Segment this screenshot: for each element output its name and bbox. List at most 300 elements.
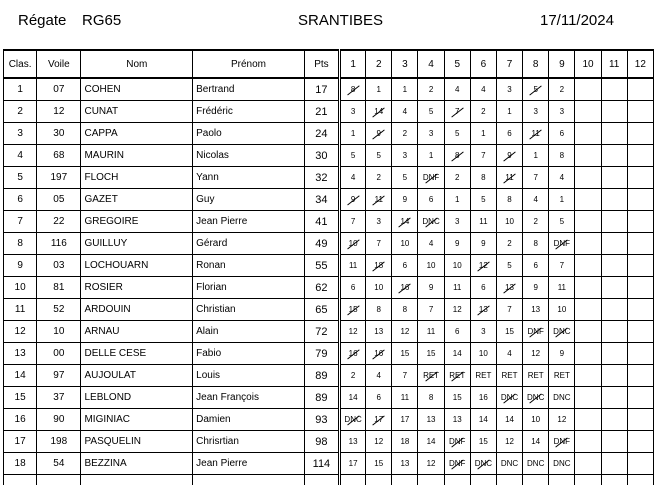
points-cell: 62 bbox=[304, 277, 339, 299]
race-result-cell bbox=[627, 431, 653, 453]
race-result-cell: 3 bbox=[444, 211, 470, 233]
race-result-cell: DNC bbox=[470, 453, 496, 475]
race-result-cell: 9 bbox=[418, 277, 444, 299]
table-row bbox=[4, 211, 654, 233]
race-result-cell: 13 bbox=[366, 321, 392, 343]
first-name-cell: Nicolas bbox=[193, 145, 305, 167]
race-result-cell: 12 bbox=[340, 321, 366, 343]
points-cell: 65 bbox=[304, 299, 339, 321]
race-result-cell: 4 bbox=[366, 365, 392, 387]
race-result-cell: 9 bbox=[523, 277, 549, 299]
race-result-cell: 17 bbox=[340, 453, 366, 475]
race-result-cell: 6 bbox=[470, 277, 496, 299]
race-result-cell: 16 bbox=[340, 343, 366, 365]
race-result-cell: 9 bbox=[470, 233, 496, 255]
points-cell: 89 bbox=[304, 365, 339, 387]
race-result-cell: 8 bbox=[392, 299, 418, 321]
race-result-cell: 12 bbox=[366, 431, 392, 453]
race-result-cell bbox=[627, 255, 653, 277]
table-row bbox=[4, 365, 654, 387]
race-result-cell: 10 bbox=[392, 233, 418, 255]
sail-number-cell: 22 bbox=[37, 211, 81, 233]
col-race-10: 10 bbox=[575, 50, 601, 78]
rank-cell: 17 bbox=[4, 431, 37, 453]
rank-cell: 1 bbox=[4, 78, 37, 101]
col-race-4: 4 bbox=[418, 50, 444, 78]
points-cell: 89 bbox=[304, 387, 339, 409]
race-result-cell: 16 bbox=[366, 343, 392, 365]
sail-number-cell: 81 bbox=[37, 277, 81, 299]
race-result-cell bbox=[575, 233, 601, 255]
col-race-8: 8 bbox=[523, 50, 549, 78]
sail-number-cell: 05 bbox=[37, 189, 81, 211]
race-result-cell: 2 bbox=[470, 101, 496, 123]
race-result-cell: DNC bbox=[523, 387, 549, 409]
boat-class: RG65 bbox=[82, 12, 122, 29]
race-result-cell bbox=[627, 387, 653, 409]
regatta-date: 17/11/2024 bbox=[540, 12, 614, 29]
race-result-cell: 14 bbox=[418, 431, 444, 453]
race-result-cell bbox=[575, 277, 601, 299]
race-result-cell bbox=[575, 189, 601, 211]
race-result-cell bbox=[575, 453, 601, 475]
points-cell: 55 bbox=[304, 255, 339, 277]
table-row bbox=[4, 321, 654, 343]
race-result-cell bbox=[601, 145, 627, 167]
rank-cell: 11 bbox=[4, 299, 37, 321]
empty-cell bbox=[470, 475, 496, 486]
first-name-cell: Damien bbox=[193, 409, 305, 431]
race-result-cell bbox=[601, 255, 627, 277]
header-row bbox=[4, 50, 654, 78]
surname-cell: COHEN bbox=[81, 78, 193, 101]
race-result-cell: 5 bbox=[340, 145, 366, 167]
col-race-9: 9 bbox=[549, 50, 575, 78]
race-result-cell: 9 bbox=[366, 123, 392, 145]
surname-cell: GAZET bbox=[81, 189, 193, 211]
points-cell: 34 bbox=[304, 189, 339, 211]
race-result-cell: 14 bbox=[496, 409, 522, 431]
race-result-cell: 7 bbox=[470, 145, 496, 167]
sail-number-cell: 30 bbox=[37, 123, 81, 145]
empty-cell bbox=[496, 475, 522, 486]
sail-number-cell: 198 bbox=[37, 431, 81, 453]
table-row bbox=[4, 431, 654, 453]
race-result-cell: RET bbox=[418, 365, 444, 387]
col-race-2: 2 bbox=[366, 50, 392, 78]
results-table bbox=[3, 49, 654, 485]
race-result-cell: 16 bbox=[470, 387, 496, 409]
race-result-cell: 15 bbox=[366, 453, 392, 475]
race-result-cell bbox=[627, 365, 653, 387]
race-result-cell: 2 bbox=[392, 123, 418, 145]
table-row bbox=[4, 233, 654, 255]
race-result-cell: 12 bbox=[418, 453, 444, 475]
empty-cell bbox=[575, 475, 601, 486]
race-result-cell: 1 bbox=[549, 189, 575, 211]
race-result-cell: 13 bbox=[418, 409, 444, 431]
race-result-cell: 12 bbox=[523, 343, 549, 365]
race-result-cell: 4 bbox=[523, 189, 549, 211]
points-cell: 49 bbox=[304, 233, 339, 255]
first-name-cell: Ronan bbox=[193, 255, 305, 277]
race-result-cell: 5 bbox=[418, 101, 444, 123]
venue-name: SRANTIBES bbox=[298, 12, 384, 29]
race-result-cell bbox=[601, 123, 627, 145]
race-result-cell: 6 bbox=[496, 123, 522, 145]
race-result-cell bbox=[601, 78, 627, 101]
sail-number-cell: 00 bbox=[37, 343, 81, 365]
race-result-cell: 8 bbox=[418, 387, 444, 409]
race-result-cell: 7 bbox=[496, 299, 522, 321]
race-result-cell: 3 bbox=[366, 211, 392, 233]
race-result-cell: 9 bbox=[496, 145, 522, 167]
race-result-cell: 10 bbox=[496, 211, 522, 233]
race-result-cell: 1 bbox=[444, 189, 470, 211]
race-result-cell bbox=[575, 343, 601, 365]
race-result-cell bbox=[601, 299, 627, 321]
race-result-cell: 12 bbox=[470, 255, 496, 277]
race-result-cell: 3 bbox=[523, 101, 549, 123]
race-result-cell: 14 bbox=[444, 343, 470, 365]
race-result-cell bbox=[601, 387, 627, 409]
race-result-cell: RET bbox=[549, 365, 575, 387]
race-result-cell bbox=[601, 233, 627, 255]
results-body bbox=[4, 78, 654, 485]
race-result-cell: 11 bbox=[470, 211, 496, 233]
race-result-cell bbox=[575, 387, 601, 409]
race-result-cell: 7 bbox=[444, 101, 470, 123]
race-result-cell: 13 bbox=[470, 299, 496, 321]
race-result-cell: 3 bbox=[418, 123, 444, 145]
table-row bbox=[4, 123, 654, 145]
race-result-cell bbox=[627, 189, 653, 211]
race-result-cell: 14 bbox=[523, 431, 549, 453]
race-result-cell bbox=[627, 167, 653, 189]
first-name-cell: Jean Pierre bbox=[193, 453, 305, 475]
points-cell: 41 bbox=[304, 211, 339, 233]
race-result-cell: 9 bbox=[549, 343, 575, 365]
col-pts: Pts bbox=[304, 50, 339, 78]
race-result-cell bbox=[575, 255, 601, 277]
race-result-cell: 11 bbox=[418, 321, 444, 343]
race-result-cell: RET bbox=[523, 365, 549, 387]
surname-cell: ARNAU bbox=[81, 321, 193, 343]
rank-cell: 18 bbox=[4, 453, 37, 475]
race-result-cell: 13 bbox=[444, 409, 470, 431]
race-result-cell: DNF bbox=[418, 167, 444, 189]
race-result-cell: 10 bbox=[523, 409, 549, 431]
race-result-cell: 11 bbox=[392, 387, 418, 409]
race-result-cell bbox=[627, 101, 653, 123]
race-result-cell: 11 bbox=[366, 189, 392, 211]
race-result-cell bbox=[575, 211, 601, 233]
regatta-header bbox=[0, 0, 655, 44]
table-row bbox=[4, 453, 654, 475]
race-result-cell: 6 bbox=[444, 321, 470, 343]
race-result-cell: DNC bbox=[549, 387, 575, 409]
race-result-cell bbox=[627, 145, 653, 167]
sail-number-cell: 10 bbox=[37, 321, 81, 343]
surname-cell: MIGINIAC bbox=[81, 409, 193, 431]
table-row bbox=[4, 167, 654, 189]
rank-cell: 4 bbox=[4, 145, 37, 167]
race-result-cell: DNF bbox=[549, 233, 575, 255]
race-result-cell: 15 bbox=[496, 321, 522, 343]
race-result-cell: 4 bbox=[418, 233, 444, 255]
col-race-6: 6 bbox=[470, 50, 496, 78]
race-result-cell bbox=[627, 321, 653, 343]
race-result-cell: 10 bbox=[366, 277, 392, 299]
table-row bbox=[4, 343, 654, 365]
race-result-cell: 4 bbox=[392, 101, 418, 123]
race-result-cell bbox=[601, 277, 627, 299]
rank-cell: 15 bbox=[4, 387, 37, 409]
surname-cell: LEBLOND bbox=[81, 387, 193, 409]
race-result-cell bbox=[601, 409, 627, 431]
race-result-cell: 11 bbox=[549, 277, 575, 299]
rank-cell: 12 bbox=[4, 321, 37, 343]
empty-cell bbox=[601, 475, 627, 486]
race-result-cell: 2 bbox=[549, 78, 575, 101]
race-result-cell: 6 bbox=[366, 387, 392, 409]
surname-cell: PASQUELIN bbox=[81, 431, 193, 453]
race-result-cell: DNC bbox=[496, 453, 522, 475]
race-result-cell: 3 bbox=[549, 101, 575, 123]
race-result-cell: 3 bbox=[496, 78, 522, 101]
race-result-cell: 5 bbox=[523, 78, 549, 101]
race-result-cell: 17 bbox=[392, 409, 418, 431]
surname-cell: CUNAT bbox=[81, 101, 193, 123]
race-result-cell: 7 bbox=[366, 233, 392, 255]
race-result-cell: 17 bbox=[366, 409, 392, 431]
race-result-cell: 4 bbox=[340, 167, 366, 189]
race-result-cell bbox=[627, 453, 653, 475]
race-result-cell: 1 bbox=[496, 101, 522, 123]
race-result-cell: 13 bbox=[523, 299, 549, 321]
empty-cell bbox=[549, 475, 575, 486]
surname-cell: GREGOIRE bbox=[81, 211, 193, 233]
race-result-cell: 1 bbox=[392, 78, 418, 101]
sail-number-cell: 03 bbox=[37, 255, 81, 277]
first-name-cell: Yann bbox=[193, 167, 305, 189]
empty-cell bbox=[444, 475, 470, 486]
race-result-cell: 5 bbox=[549, 211, 575, 233]
race-result-cell: DNC bbox=[496, 387, 522, 409]
col-voile: Voile bbox=[37, 50, 81, 78]
race-result-cell bbox=[575, 167, 601, 189]
rank-cell: 10 bbox=[4, 277, 37, 299]
sail-number-cell: 97 bbox=[37, 365, 81, 387]
race-result-cell: 12 bbox=[392, 321, 418, 343]
surname-cell: FLOCH bbox=[81, 167, 193, 189]
race-result-cell: 5 bbox=[470, 189, 496, 211]
first-name-cell: Fabio bbox=[193, 343, 305, 365]
race-result-cell: 4 bbox=[444, 78, 470, 101]
empty-cell bbox=[37, 475, 81, 486]
race-result-cell: DNC bbox=[549, 321, 575, 343]
race-result-cell bbox=[601, 167, 627, 189]
race-result-cell: 6 bbox=[340, 277, 366, 299]
table-row bbox=[4, 189, 654, 211]
points-cell: 21 bbox=[304, 101, 339, 123]
rank-cell: 5 bbox=[4, 167, 37, 189]
table-row bbox=[4, 387, 654, 409]
race-result-cell: 5 bbox=[392, 167, 418, 189]
points-cell: 79 bbox=[304, 343, 339, 365]
race-result-cell bbox=[601, 211, 627, 233]
first-name-cell: Bertrand bbox=[193, 78, 305, 101]
race-result-cell bbox=[601, 431, 627, 453]
race-result-cell: 10 bbox=[470, 343, 496, 365]
first-name-cell: Frédéric bbox=[193, 101, 305, 123]
race-result-cell: 9 bbox=[444, 233, 470, 255]
race-result-cell: 9 bbox=[392, 189, 418, 211]
empty-cell bbox=[81, 475, 193, 486]
race-result-cell: 10 bbox=[340, 233, 366, 255]
race-result-cell: 12 bbox=[496, 431, 522, 453]
race-result-cell: 13 bbox=[392, 453, 418, 475]
race-result-cell bbox=[627, 78, 653, 101]
surname-cell: ROSIER bbox=[81, 277, 193, 299]
empty-cell bbox=[627, 475, 653, 486]
race-result-cell bbox=[627, 409, 653, 431]
empty-row bbox=[4, 475, 654, 486]
points-cell: 114 bbox=[304, 453, 339, 475]
race-result-cell: 3 bbox=[340, 101, 366, 123]
race-result-cell: 15 bbox=[444, 387, 470, 409]
first-name-cell: Christian bbox=[193, 299, 305, 321]
sail-number-cell: 116 bbox=[37, 233, 81, 255]
race-result-cell: 10 bbox=[444, 255, 470, 277]
table-row bbox=[4, 255, 654, 277]
race-result-cell: 5 bbox=[496, 255, 522, 277]
first-name-cell: Jean François bbox=[193, 387, 305, 409]
race-result-cell bbox=[601, 101, 627, 123]
race-result-cell: 5 bbox=[366, 145, 392, 167]
race-result-cell bbox=[575, 365, 601, 387]
race-result-cell bbox=[601, 343, 627, 365]
rank-cell: 6 bbox=[4, 189, 37, 211]
col-clas: Clas. bbox=[4, 50, 37, 78]
empty-cell bbox=[523, 475, 549, 486]
race-result-cell bbox=[575, 101, 601, 123]
col-race-11: 11 bbox=[601, 50, 627, 78]
points-cell: 17 bbox=[304, 78, 339, 101]
race-result-cell: 18 bbox=[366, 255, 392, 277]
race-result-cell: 6 bbox=[549, 123, 575, 145]
sail-number-cell: 90 bbox=[37, 409, 81, 431]
rank-cell: 13 bbox=[4, 343, 37, 365]
points-cell: 72 bbox=[304, 321, 339, 343]
race-result-cell: 7 bbox=[340, 211, 366, 233]
empty-cell bbox=[418, 475, 444, 486]
race-result-cell: 10 bbox=[418, 255, 444, 277]
first-name-cell: Chrisrtian bbox=[193, 431, 305, 453]
race-result-cell: DNC bbox=[418, 211, 444, 233]
race-result-cell bbox=[627, 343, 653, 365]
race-result-cell bbox=[627, 299, 653, 321]
race-result-cell bbox=[627, 277, 653, 299]
race-result-cell: 4 bbox=[470, 78, 496, 101]
points-cell: 30 bbox=[304, 145, 339, 167]
race-result-cell: 16 bbox=[392, 277, 418, 299]
race-result-cell bbox=[601, 365, 627, 387]
race-result-cell: 1 bbox=[523, 145, 549, 167]
race-result-cell bbox=[575, 321, 601, 343]
first-name-cell: Alain bbox=[193, 321, 305, 343]
race-result-cell: 11 bbox=[340, 255, 366, 277]
race-result-cell bbox=[627, 233, 653, 255]
race-result-cell bbox=[575, 299, 601, 321]
race-result-cell: 8 bbox=[523, 233, 549, 255]
race-result-cell: 2 bbox=[418, 78, 444, 101]
race-result-cell: 8 bbox=[444, 145, 470, 167]
race-result-cell: 13 bbox=[340, 431, 366, 453]
empty-cell bbox=[366, 475, 392, 486]
race-result-cell: 7 bbox=[418, 299, 444, 321]
race-result-cell: 11 bbox=[444, 277, 470, 299]
race-result-cell: 15 bbox=[340, 299, 366, 321]
race-result-cell: 8 bbox=[340, 78, 366, 101]
sail-number-cell: 52 bbox=[37, 299, 81, 321]
first-name-cell: Gérard bbox=[193, 233, 305, 255]
race-result-cell: 1 bbox=[418, 145, 444, 167]
race-result-cell: DNC bbox=[549, 453, 575, 475]
race-result-cell: 18 bbox=[392, 431, 418, 453]
race-result-cell: 6 bbox=[418, 189, 444, 211]
empty-cell bbox=[392, 475, 418, 486]
rank-cell: 8 bbox=[4, 233, 37, 255]
race-result-cell: 2 bbox=[523, 211, 549, 233]
race-result-cell bbox=[601, 321, 627, 343]
race-result-cell: 5 bbox=[444, 123, 470, 145]
table-row bbox=[4, 299, 654, 321]
col-prenom: Prénom bbox=[193, 50, 305, 78]
race-result-cell: 10 bbox=[549, 299, 575, 321]
race-result-cell bbox=[575, 409, 601, 431]
race-result-cell: RET bbox=[470, 365, 496, 387]
rank-cell: 9 bbox=[4, 255, 37, 277]
table-row bbox=[4, 409, 654, 431]
table-row bbox=[4, 277, 654, 299]
race-result-cell: DNF bbox=[549, 431, 575, 453]
race-result-cell: 7 bbox=[392, 365, 418, 387]
race-result-cell: 12 bbox=[444, 299, 470, 321]
race-result-cell: DNC bbox=[340, 409, 366, 431]
race-result-cell: 2 bbox=[496, 233, 522, 255]
race-result-cell: 14 bbox=[470, 409, 496, 431]
first-name-cell: Jean Pierre bbox=[193, 211, 305, 233]
race-result-cell: 8 bbox=[496, 189, 522, 211]
col-race-5: 5 bbox=[444, 50, 470, 78]
race-result-cell bbox=[575, 78, 601, 101]
col-race-3: 3 bbox=[392, 50, 418, 78]
race-result-cell: 14 bbox=[366, 101, 392, 123]
points-cell: 32 bbox=[304, 167, 339, 189]
rank-cell: 2 bbox=[4, 101, 37, 123]
race-result-cell: 4 bbox=[549, 167, 575, 189]
regatta-label: Régate bbox=[18, 12, 67, 29]
sail-number-cell: 197 bbox=[37, 167, 81, 189]
empty-cell bbox=[4, 475, 37, 486]
empty-cell bbox=[193, 475, 305, 486]
race-result-cell: DNF bbox=[444, 453, 470, 475]
sail-number-cell: 12 bbox=[37, 101, 81, 123]
sail-number-cell: 54 bbox=[37, 453, 81, 475]
race-result-cell: 4 bbox=[496, 343, 522, 365]
points-cell: 24 bbox=[304, 123, 339, 145]
